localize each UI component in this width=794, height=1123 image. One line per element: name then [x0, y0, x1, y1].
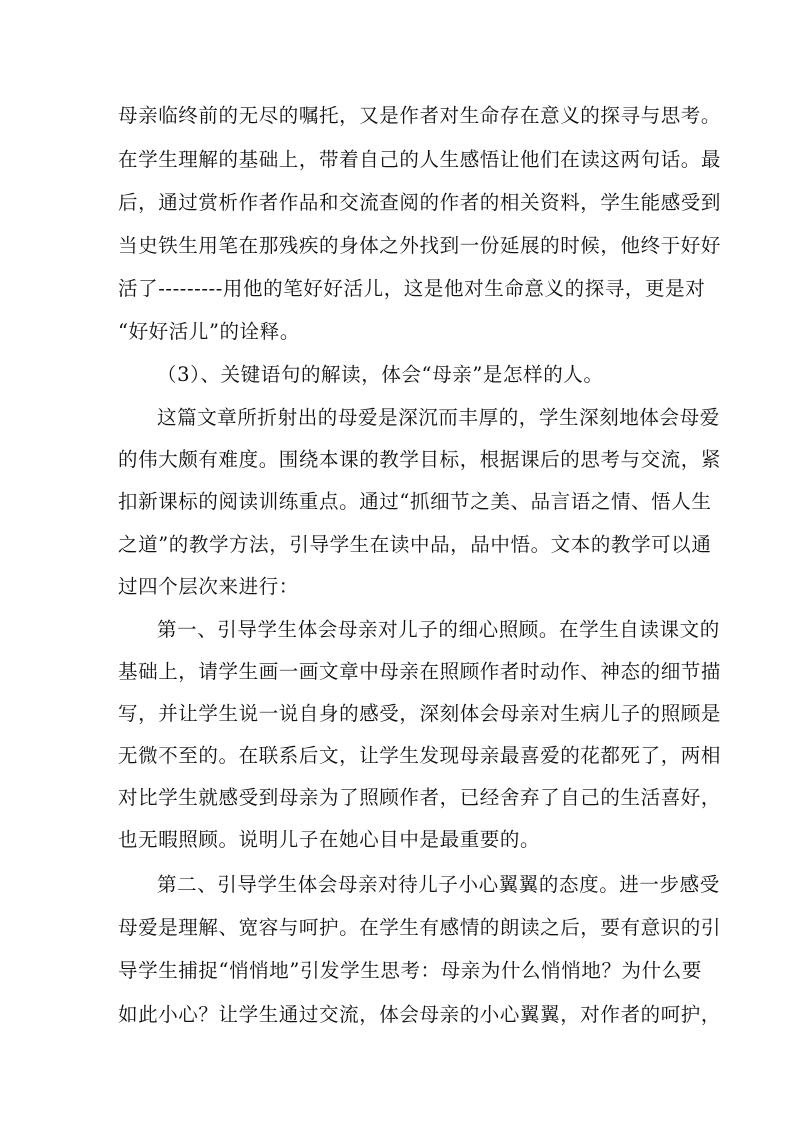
text-line: 第二、引导学生体会母亲对待儿子小心翼翼的态度。进一步感受	[157, 873, 720, 896]
text-line: 当史铁生用笔在那残疾的身体之外找到一份延展的时候，他终于好好	[118, 234, 722, 257]
text-line: 过四个层次来进行：	[118, 575, 299, 598]
text-line: 如此小心？让学生通过交流，体会母亲的小心翼翼，对作者的呵护，	[118, 1003, 722, 1026]
text-line: 写，并让学生说一说自身的感受，深刻体会母亲对生病儿子的照顾是	[118, 702, 722, 725]
text-line: 之道”的教学方法，引导学生在读中品，品中悟。文本的教学可以通	[118, 533, 712, 556]
text-line: 的伟大颇有难度。围绕本课的教学目标，根据课后的思考与交流，紧	[118, 448, 722, 471]
text-line: 无微不至的。在联系后文，让学生发现母亲最喜爱的花都死了，两相	[118, 744, 722, 767]
text-line: 在学生理解的基础上，带着自己的人生感悟让他们在读这两句话。最	[118, 148, 722, 171]
text-line: 活了---------用他的笔好好活儿，这是他对生命意义的探寻，更是对	[118, 277, 706, 300]
text-line: 母爱是理解、宽容与呵护。在学生有感情的朗读之后，要有意识的引	[118, 916, 722, 939]
text-line: 基础上，请学生画一画文章中母亲在照顾作者时动作、神态的细节描	[118, 660, 722, 683]
text-line: 也无暇照顾。说明儿子在她心目中是最重要的。	[118, 828, 541, 851]
text-line: 导学生捕捉“悄悄地”引发学生思考：母亲为什么悄悄地？为什么要	[118, 959, 702, 982]
text-line: 母亲临终前的无尽的嘱托，又是作者对生命存在意义的探寻与思考。	[118, 104, 722, 127]
text-line: 第一、引导学生体会母亲对儿子的细心照顾。在学生自读课文的	[157, 618, 720, 641]
text-line: 后，通过赏析作者作品和交流查阅的作者的相关资料，学生能感受到	[118, 191, 722, 214]
text-line: 这篇文章所折射出的母爱是深沉而丰厚的，学生深刻地体会母爱	[157, 406, 720, 429]
text-line: 扣新课标的阅读训练重点。通过“抓细节之美、品言语之情、悟人生	[118, 490, 712, 513]
section-heading: （3）、关键语句的解读，体会“母亲”是怎样的人。	[157, 363, 604, 386]
text-line: “好好活儿”的诠释。	[118, 320, 300, 343]
text-line: 对比学生就感受到母亲为了照顾作者，已经舍弃了自己的生活喜好，	[118, 786, 722, 809]
